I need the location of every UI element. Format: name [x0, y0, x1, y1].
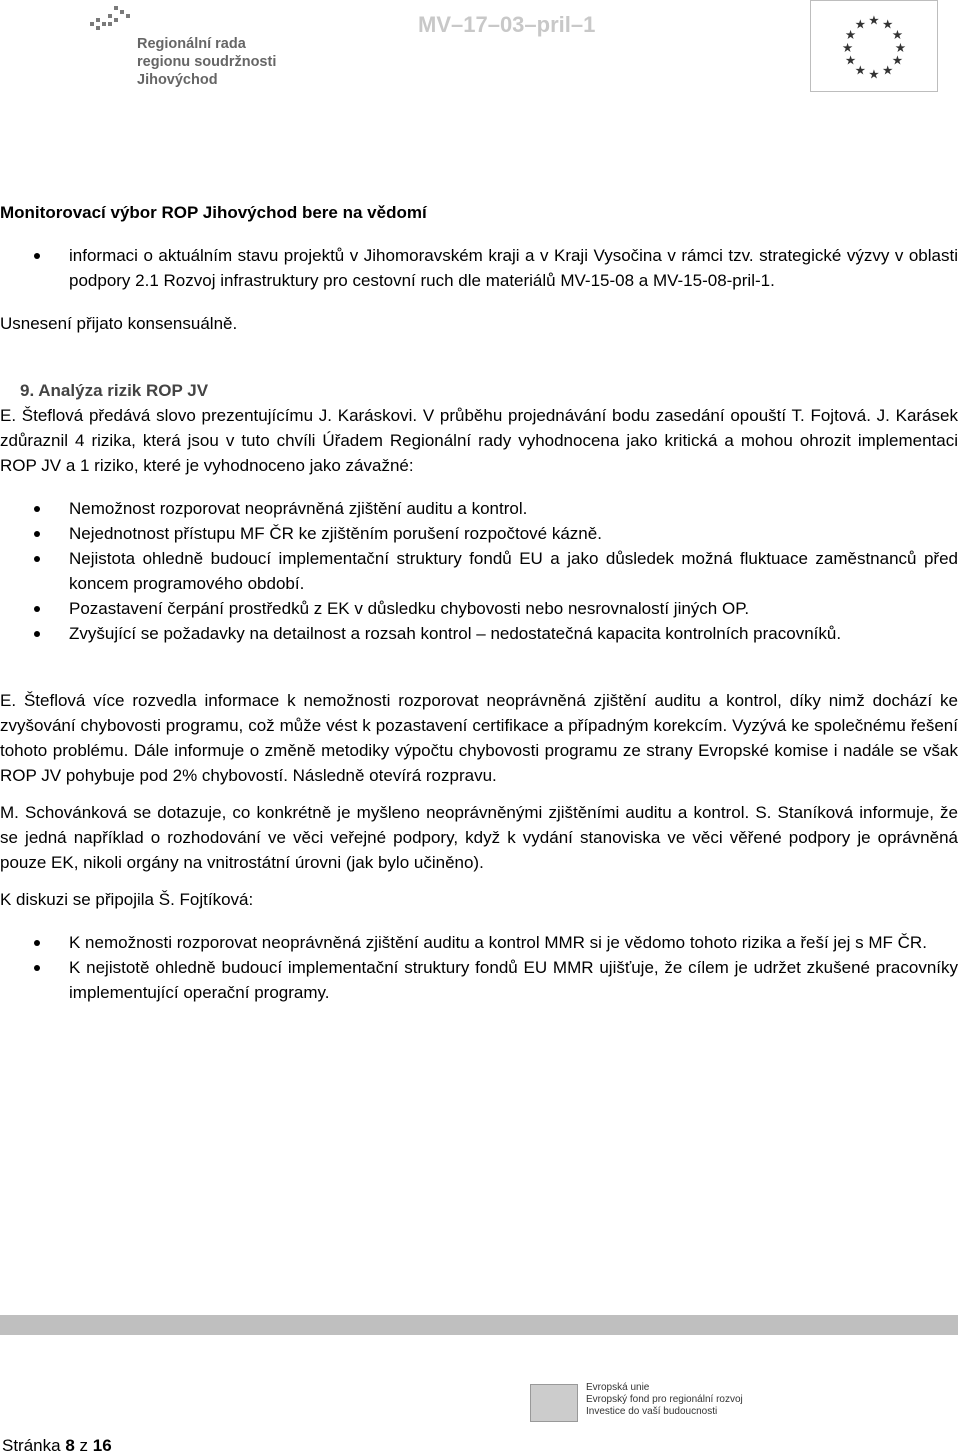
list-item: Zvyšující se požadavky na detailnost a rozsah kontrol – nedostatečná kapacita kontrolních pracovníků. [0, 621, 958, 646]
list-item: Pozastavení čerpání prostředků z EK v důsledku chybovosti nebo nesrovnalostí jiných OP. [0, 596, 958, 621]
eu-flag-icon [810, 0, 938, 92]
eu-flag-small-icon [530, 1384, 578, 1422]
logo-line-3: Jihovýchod [137, 72, 218, 88]
document-body [0, 200, 958, 1005]
bullet-list [0, 930, 958, 1005]
svg-text:★: ★ [868, 66, 880, 82]
svg-text:★: ★ [841, 39, 854, 55]
eu-line-3: Investice do vaší budoucnosti [586, 1406, 718, 1417]
bullet-icon [34, 940, 40, 946]
logo-line-1: Regionální rada [137, 36, 246, 52]
page-number [2, 1436, 112, 1456]
svg-text:★: ★ [854, 16, 866, 32]
svg-text:★: ★ [891, 52, 904, 68]
paragraph: K diskuzi se připojila Š. Fojtíková: [0, 890, 254, 909]
page-total: 16 [92, 1436, 112, 1455]
svg-text:★: ★ [894, 39, 907, 55]
page-current: 8 [65, 1436, 75, 1455]
document-code: MV–17–03–pril–1 [418, 12, 596, 37]
paragraph: E. Šteflová předává slovo prezentujícímu J. Karáskovi. V průběhu projednávání bodu zasedání opouští T. Fojtová. J. Karásek zdůraznil 4 rizika, která jsou v tuto chvíli Úřadem Regionální rady vyhodnocena jako kritická a mohou ohrozit implementaci ROP JV a 1 riziko, které je vyhodnoceno jako závažné: [0, 406, 958, 475]
bullet-icon [34, 606, 40, 612]
bullet-icon [34, 965, 40, 971]
section-heading: Monitorovací výbor ROP Jihovýchod bere na vědomí [0, 203, 427, 222]
list-item: Nemožnost rozporovat neoprávněná zjištění auditu a kontrol. [0, 496, 958, 521]
bullet-list [0, 243, 958, 293]
svg-text:★: ★ [891, 27, 904, 43]
list-item: Nejednotnost přístupu MF ČR ke zjištěním porušení rozpočtové kázně. [0, 521, 958, 546]
logo-mark-icon [88, 4, 136, 34]
resolution-text: Usnesení přijato konsensuálně. [0, 314, 238, 333]
svg-text:★: ★ [882, 62, 894, 78]
list-item: K nemožnosti rozporovat neoprávněná zjištění auditu a kontrol MMR si je vědomo tohoto rizika a řeší jej s MF ČR. [0, 930, 958, 955]
svg-text:★: ★ [882, 16, 894, 32]
bullet-icon [34, 506, 40, 512]
risk-list [0, 496, 958, 646]
page-separator: z [79, 1436, 89, 1455]
eu-line-2: Evropský fond pro regionální rozvoj [586, 1394, 743, 1405]
svg-text:★: ★ [844, 27, 857, 43]
bullet-icon [34, 253, 40, 259]
eu-line-1: Evropská unie [586, 1382, 650, 1393]
paragraph: E. Šteflová více rozvedla informace k nemožnosti rozporovat neoprávněná zjištění auditu a kontrol, díky nimž dochází ke zvyšování chybovosti programu, což může vést k pozastavení certifikace a případným korekcím. Vyzývá ke společnému řešení tohoto problému. Dále informuje o změně metodiky výpočtu chybovosti programu ze strany Evropské komise i nadále se však ROP JV pohybuje pod 2% chybovostí. Následně otevírá rozpravu. [0, 691, 958, 785]
regional-council-logo [0, 0, 290, 100]
footer-band [0, 1315, 958, 1335]
svg-text:★: ★ [844, 52, 857, 68]
bullet-icon [34, 631, 40, 637]
eu-footer-logo [530, 1378, 800, 1438]
page-label: Stránka [2, 1436, 61, 1455]
paragraph: M. Schovánková se dotazuje, co konkrétně je myšleno neoprávněnými zjištěními auditu a kontrol. S. Staníková informuje, že se jedná například o rozhodování ve věci veřejné podpory, když k vydání stanoviska ve věci věřené podpory je oprávněná pouze EK, nikoli orgány na vnitrostátní úrovni (jak bylo učiněno). [0, 803, 958, 872]
bullet-icon [34, 556, 40, 562]
list-item: K nejistotě ohledně budoucí implementační struktury fondů EU MMR ujišťuje, že cílem je udržet zkušené pracovníky implementující operační programy. [0, 955, 958, 1005]
list-item: Nejistota ohledně budoucí implementační struktury fondů EU a jako důsledek možná fluktuace zaměstnanců před koncem programového období. [0, 546, 958, 596]
logo-line-2: regionu soudržnosti [137, 54, 277, 70]
bullet-icon [34, 531, 40, 537]
agenda-item-heading: 9. Analýza rizik ROP JV [20, 381, 209, 400]
svg-text:★: ★ [854, 62, 866, 78]
list-item: informaci o aktuálním stavu projektů v Jihomoravském kraji a v Kraji Vysočina v rámci tzv. strategické výzvy v oblasti podpory 2.1 Rozvoj infrastruktury pro cestovní ruch dle materiálů MV-15-08 a MV-15-08-pril-1. [0, 243, 958, 293]
svg-text:★: ★ [868, 12, 880, 28]
